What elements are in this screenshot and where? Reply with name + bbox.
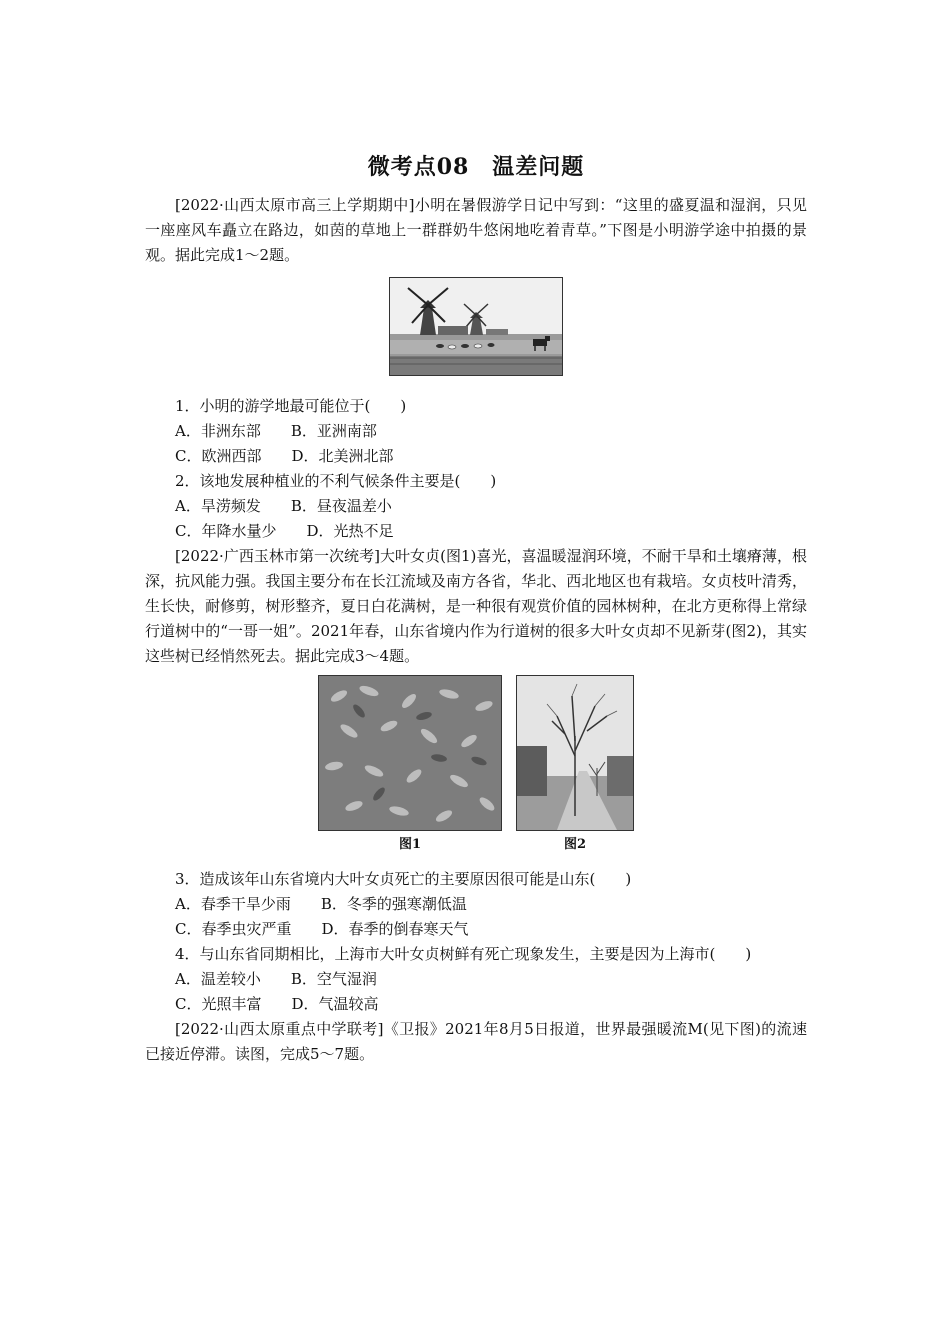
- figure-2: [516, 675, 634, 853]
- question-3-options-row-2: C．春季虫灾严重 D．春季的倒春寒天气: [175, 920, 469, 938]
- question-2-stem: 2．该地发展种植业的不利气候条件主要是( ): [175, 472, 497, 490]
- page-title: 微考点08 温差问题: [367, 154, 585, 180]
- figure-row: [145, 675, 807, 853]
- question-4-options-row-2: C．光照丰富 D．气温较高: [175, 995, 379, 1013]
- intro-paragraph-1: [2022·山西太原市高三上学期期中]小明在暑假游学日记中写到：“这里的盛夏温和湿润，只见一座座风车矗立在路边，如茵的草地上一群群奶牛悠闲地吃着青草。”下图是小明游学途中拍摄的景观。据此完成1～2题。: [145, 196, 807, 264]
- question-1-options-row-1: A．非洲东部 B．亚洲南部: [175, 422, 377, 440]
- question-2-options-row-2: C．年降水量少 D．光热不足: [175, 522, 394, 540]
- question-1-stem: 1．小明的游学地最可能位于( ): [175, 397, 407, 415]
- question-4-options-row-1: A．温差较小 B．空气湿润: [175, 970, 377, 988]
- intro-paragraph-2: [2022·广西玉林市第一次统考]大叶女贞(图1)喜光，喜温暖湿润环境，不耐干旱和土壤瘠薄，根深，抗风能力强。我国主要分布在长江流域及南方各省，华北、西北地区也有栽培。女贞枝叶清秀，生长快，耐修剪，树形整齐，夏日白花满树，是一种很有观赏价值的园林树种，在北方更称得上常绿行道树中的“一哥一姐”。2021年春，山东省境内作为行道树的很多大叶女贞却不见新芽(图2)，其实这些树已经悄然死去。据此完成3～4题。: [145, 547, 807, 665]
- question-2-options-row-1: A．旱涝频发 B．昼夜温差小: [175, 497, 392, 515]
- figure-1: [318, 675, 502, 853]
- question-4-stem: 4．与山东省同期相比，上海市大叶女贞树鲜有死亡现象发生，主要是因为上海市( ): [175, 945, 752, 963]
- question-3-stem: 3．造成该年山东省境内大叶女贞死亡的主要原因很可能是山东( ): [175, 870, 632, 888]
- figure-2-caption: 图2: [563, 837, 587, 852]
- dead-street-trees-photo: [516, 675, 634, 831]
- intro-paragraph-3: [2022·山西太原重点中学联考]《卫报》2021年8月5日报道，世界最强暖流M(见下图)的流速已接近停滞。读图，完成5～7题。: [145, 1020, 807, 1063]
- windmill-photo: [389, 277, 563, 376]
- document-page: [145, 150, 807, 1067]
- privet-leaves-photo: [318, 675, 502, 831]
- question-3-options-row-1: A．春季干旱少雨 B．冬季的强寒潮低温: [175, 895, 467, 913]
- question-1-options-row-2: C．欧洲西部 D．北美洲北部: [175, 447, 394, 465]
- figure-1-caption: 图1: [398, 837, 422, 852]
